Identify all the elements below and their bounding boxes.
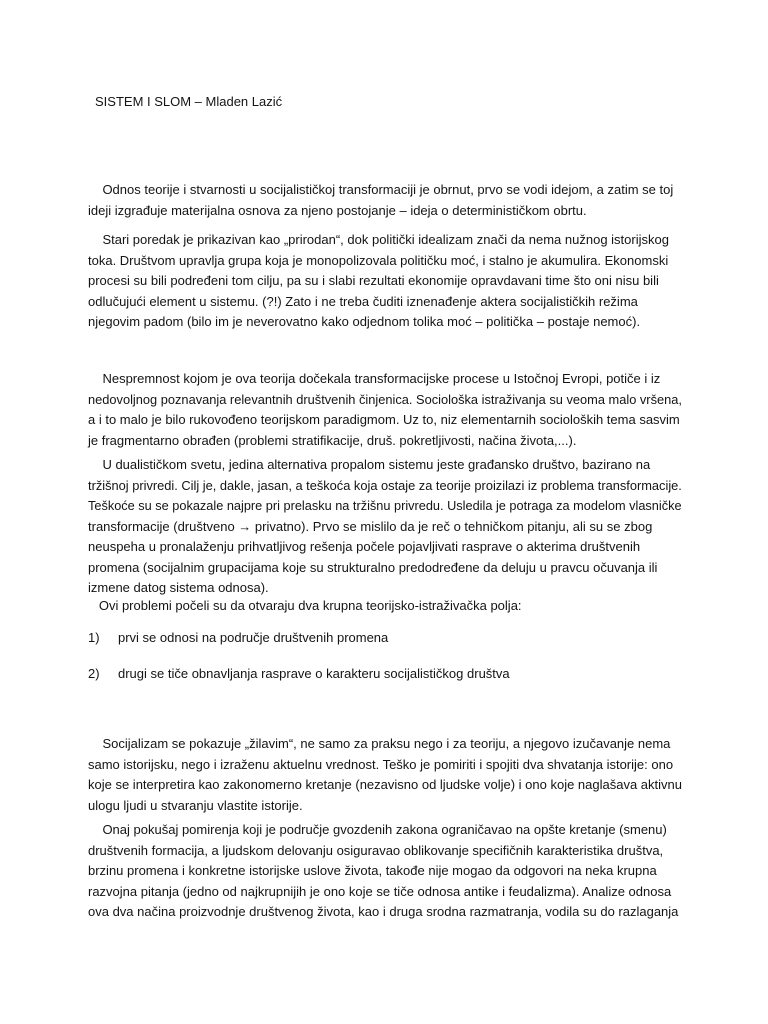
list-number: 1) [88,630,100,645]
text-line: procesi su bili podređeni tom cilju, pa su i slabi rezultati ekonomije opravdavani time što oni nisu bili [88,273,659,288]
text-line: ideji izgrađuje materijalna osnova za njeno postojanje – ideja o determinističkom obrtu. [88,202,587,218]
paragraph [88,734,682,816]
text-line: Onaj pokušaj pomirenja koji je područje gvozdenih zakona ograničavao na opšte kretanje (smenu) [88,822,667,837]
text-line: Ovi problemi počeli su da otvaraju dva krupna teorijsko-istraživačka polja: [88,598,522,613]
text-line: koje se interpretira kao zakonomerno kretanje (nezavisno od ljudske volje) i ono koje naglašava aktivnu [88,777,683,792]
text-line: izmene datog sistema odnosa). [88,580,269,595]
text-line: samo istorijsku, nego i izraženu aktuelnu vrednost. Teško je pomiriti i spojiti dva shvatanja istorije: ono [88,756,674,772]
text-line: transformacije (društveno → privatno). Prvo se mislilo da je reč o tehničkom pitanju, ali su se zbog [88,518,653,534]
text-line: razvojna pitanja (jedno od najkrupnijih je ono koje se tiče odnosa antike i feudalizma). Analize odnosa [88,883,672,899]
paragraph [88,230,682,333]
text-line: odlučujući element u sistemu. (?!) Zato i ne treba čuditi iznenađenje aktera socijalističkih režima [88,293,638,309]
document-title: SISTEM I SLOM – Mladen Lazić [95,94,283,109]
paragraph [88,596,682,617]
text-line: Teškoće su se pokazale najpre pri prelasku na tržišnu privredu. Usledila je potraga za modelom vlasničke [88,498,682,513]
text-line: društvenih formacija, a ljudskom delovanju osiguravao oblikovanje specifičnih karakteristika društva, [88,842,664,858]
text-line: a i to malo je bilo rukovođeno teorijskom paradigmom. Uz to, niz elementarnih socioloških tema sasvim [88,412,680,427]
text-line: njegovim padom (bilo im je neverovatno kako odjednom tolika moć – politička – postaje nemoć). [88,314,641,329]
list-text: drugi se tiče obnavljanja rasprave o karakteru socijalističkog društva [118,666,510,681]
text-line: promena (socijalnim grupacijama koje su strukturalno predodređene da deluju u pravcu očuvanja ili [88,559,658,575]
paragraph [88,180,682,221]
paragraph [88,369,682,451]
text-line: neuspeha u pronalaženju prihvatljivog rešenja počele pojavljivati rasprave o akterima društvenih [88,539,641,554]
list-number: 2) [88,666,100,681]
text-line: Nespremnost kojom je ova teorija dočekala transformacijske procese u Istočnoj Evropi, potiče i iz [88,371,661,386]
text-line: je fragmentarno obrađen (problemi stratifikacije, druš. pokretljivosti, načina života,...). [88,432,577,448]
text-line: Stari poredak je prikazivan kao „prirodan“, dok politički idealizam znači da nema nužnog istorijskog [88,232,669,247]
list-text: prvi se odnosi na područje društvenih promena [118,630,389,645]
text-line: ulogu ljudi u stvaranju vlastite istorije. [88,797,303,813]
text-line: brzinu promena i konkretne istorijske uslove života, takođe nije mogao da odgovori na neka krupna [88,863,657,878]
text-line: nedovoljnog poznavanja relevantnih društvenih činjenica. Sociološka istraživanja su veoma malo vršena, [88,391,682,407]
text-line: toka. Društvom upravlja grupa koja je monopolizovala političku moć, i stalno je akumulira. Ekonomski [88,252,669,268]
text-line: tržišnoj privredi. Cilj je, dakle, jasan, a teškoća koja ostaje za teorije proizilazi iz problema transformacije. [88,477,682,493]
paragraph [88,820,682,923]
text-line: Odnos teorije i stvarnosti u socijalističkoj transformaciji je obrnut, prvo se vodi idejom, a zatim se toj [88,182,674,197]
paragraph [88,455,682,599]
text-line: Socijalizam se pokazuje „žilavim“, ne samo za praksu nego i za teoriju, a njegovo izučavanje nema [88,736,671,751]
text-line: ova dva načina proizvodnje društvenog života, kao i druga srodna razmatranja, vodila su do razlaganja [88,904,679,919]
text-line: U dualističkom svetu, jedina alternativa propalom sistemu jeste građansko društvo, bazirano na [88,457,651,472]
